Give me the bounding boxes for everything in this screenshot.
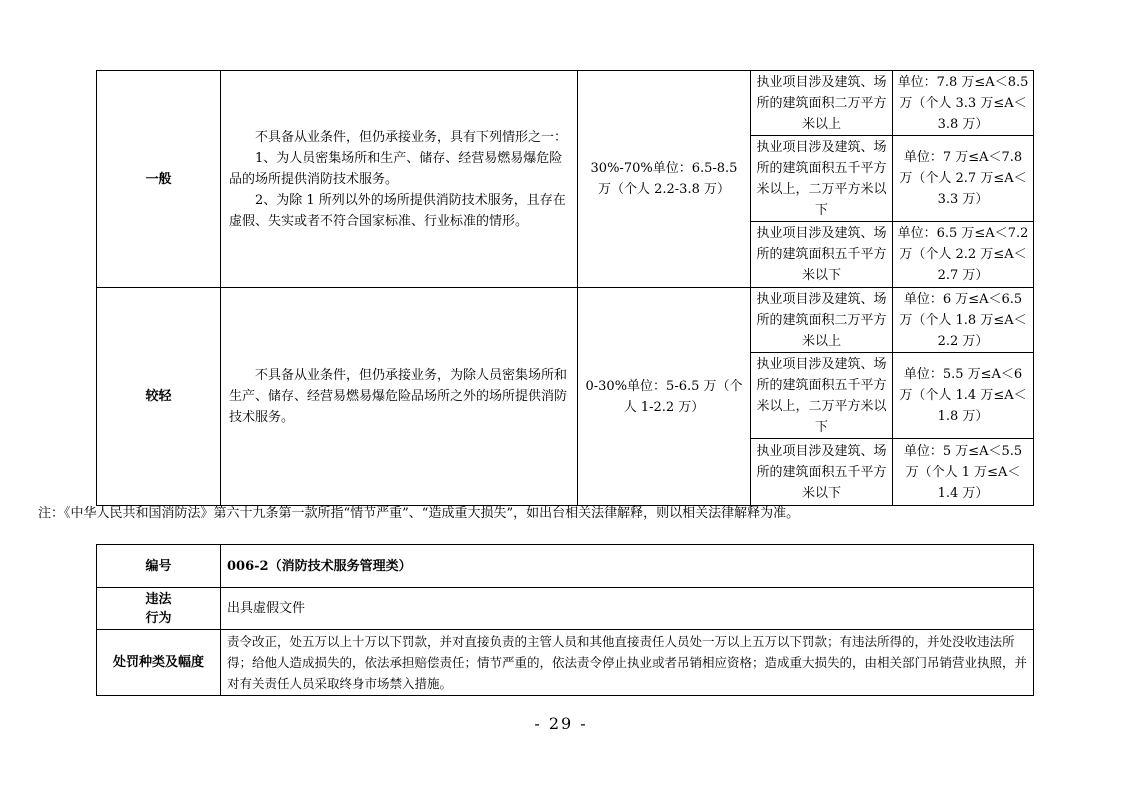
amount-cell: 单位：5 万≤A＜5.5 万（个人 1 万≤A＜1.4 万） bbox=[893, 439, 1034, 506]
item-detail-table bbox=[96, 544, 1034, 696]
page-number: - 29 - bbox=[534, 714, 588, 733]
penalty-level-table bbox=[96, 70, 1034, 506]
amount-cell: 单位：7 万≤A＜7.8 万（个人 2.7 万≤A＜3.3 万） bbox=[893, 136, 1034, 222]
ratio-cell: 0-30%单位：5-6.5 万（个人 1-2.2 万） bbox=[578, 288, 751, 506]
area-cell: 执业项目涉及建筑、场所的建筑面积二万平方米以上 bbox=[751, 288, 893, 353]
level-cell: 较轻 bbox=[97, 288, 221, 506]
area-cell: 执业项目涉及建筑、场所的建筑面积二万平方米以上 bbox=[751, 71, 893, 136]
punishment-value: 责令改正，处五万以上十万以下罚款，并对直接负责的主管人员和其他直接责任人员处一万以上五万以下罚款；有违法所得的，并处没收违法所得；给他人造成损失的，依法承担赔偿责任；情节严重的，依法责令停止执业或者吊销相应资格；造成重大损失的，由相关部门吊销营业执照，并对有关责任人员采取终身市场禁入措施。 bbox=[221, 630, 1034, 696]
id-value: 006-2（消防技术服务管理类） bbox=[221, 545, 1034, 588]
id-label: 编号 bbox=[97, 545, 221, 588]
description-line: 2、为除 1 所列以外的场所提供消防技术服务，且存在虚假、失实或者不符合国家标准、行业标准的情形。 bbox=[229, 192, 566, 229]
violation-label bbox=[97, 588, 221, 630]
table-row bbox=[97, 288, 1034, 353]
area-cell: 执业项目涉及建筑、场所的建筑面积五千平方米以下 bbox=[751, 222, 893, 288]
description-line: 1、为人员密集场所和生产、储存、经营易燃易爆危险品的场所提供消防技术服务。 bbox=[229, 150, 563, 187]
table-row bbox=[97, 630, 1034, 696]
amount-cell: 单位：7.8 万≤A＜8.5 万（个人 3.3 万≤A＜3.8 万） bbox=[893, 71, 1034, 136]
legal-note: 注：《中华人民共和国消防法》第六十九条第一款所指“情节严重”、“造成重大损失”，如出台相关法律解释，则以相关法律解释为准。 bbox=[38, 506, 800, 521]
ratio-cell: 30%-70%单位：6.5-8.5 万（个人 2.2-3.8 万） bbox=[578, 71, 751, 288]
amount-cell: 单位：6.5 万≤A＜7.2 万（个人 2.2 万≤A＜2.7 万） bbox=[893, 222, 1034, 288]
area-cell: 执业项目涉及建筑、场所的建筑面积五千平方米以上，二万平方米以下 bbox=[751, 353, 893, 439]
violation-label-text: 违法行为 bbox=[145, 591, 172, 626]
description-cell bbox=[221, 288, 578, 506]
table-row bbox=[97, 545, 1034, 588]
level-cell: 一般 bbox=[97, 71, 221, 288]
violation-value: 出具虚假文件 bbox=[221, 588, 1034, 630]
punishment-label: 处罚种类及幅度 bbox=[97, 630, 221, 696]
table-row bbox=[97, 588, 1034, 630]
description-line: 不具备从业条件，但仍承接业务，为除人员密集场所和生产、储存、经营易燃易爆危险品场所之外的场所提供消防技术服务。 bbox=[229, 368, 568, 425]
amount-cell: 单位：5.5 万≤A＜6 万（个人 1.4 万≤A＜1.8 万） bbox=[893, 353, 1034, 439]
description-cell bbox=[221, 71, 578, 288]
area-cell: 执业项目涉及建筑、场所的建筑面积五千平方米以下 bbox=[751, 439, 893, 506]
amount-cell: 单位：6 万≤A＜6.5 万（个人 1.8 万≤A＜2.2 万） bbox=[893, 288, 1034, 353]
description-line: 不具备从业条件，但仍承接业务，具有下列情形之一： bbox=[255, 129, 568, 145]
area-cell: 执业项目涉及建筑、场所的建筑面积五千平方米以上，二万平方米以下 bbox=[751, 136, 893, 222]
table-row bbox=[97, 71, 1034, 136]
